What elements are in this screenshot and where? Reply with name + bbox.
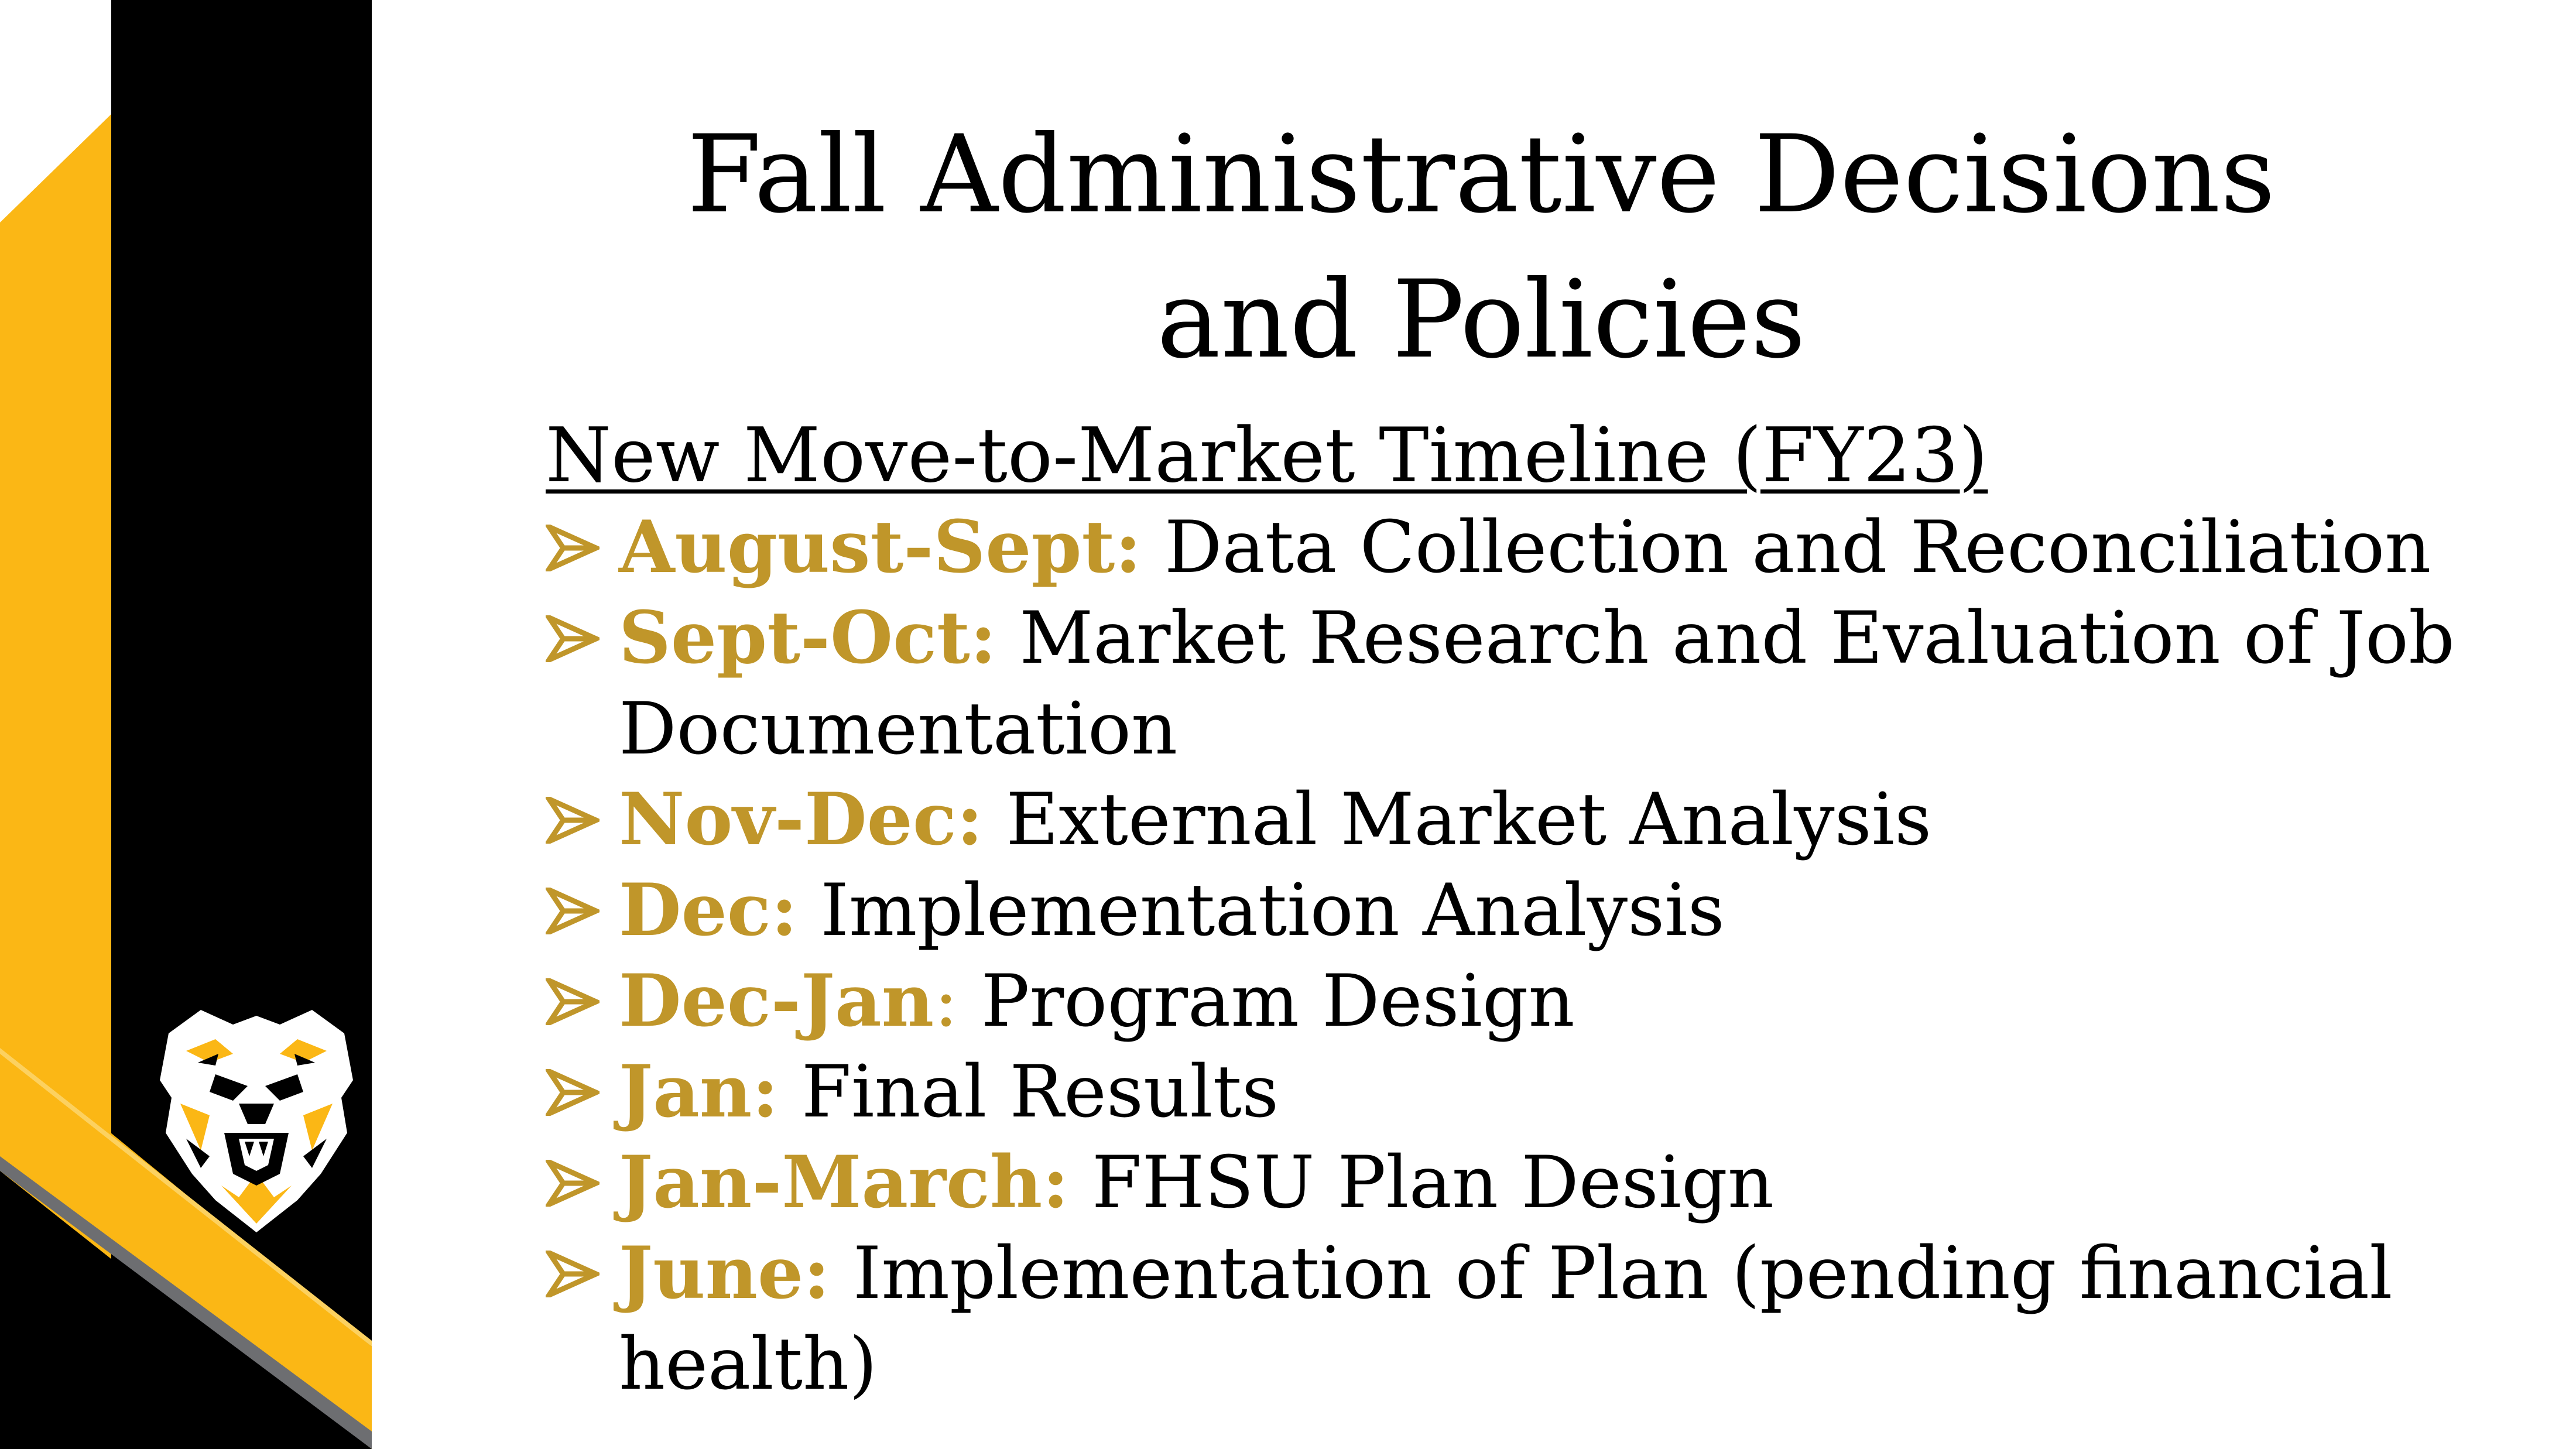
arrow-bullet-icon [546,1160,600,1207]
list-item [546,593,2560,775]
slide-title [550,102,2412,393]
arrow-bullet-icon [546,1069,600,1116]
timeline-description: External Market Analysis [1006,778,1932,862]
slide-title-line-1: Fall Administrative Decisions [687,112,2276,237]
arrow-bullet-icon [546,525,600,571]
timeline-period: June: [619,1231,830,1316]
arrow-bullet-icon [546,797,600,844]
timeline-description: Program Design [981,960,1575,1043]
timeline-description: Market Research and Evaluation of Job Documentation [619,597,2455,771]
list-item [546,775,2560,865]
tiger-head-logo-icon [145,998,368,1235]
timeline-description: FHSU Plan Design [1091,1141,1775,1225]
list-item [546,865,2560,956]
arrow-bullet-icon [546,615,600,662]
list-item [546,1228,2560,1410]
timeline-description: Implementation of Plan (pending financial health) [619,1232,2393,1406]
list-item [546,502,2560,593]
timeline-period: Dec: [619,868,798,953]
timeline-period: Jan: [619,1050,779,1134]
timeline-period-colon: : [934,960,958,1043]
timeline-period: August-Sept: [619,505,1142,590]
arrow-bullet-icon [546,1251,600,1297]
timeline-list [546,502,2560,1410]
timeline-description: Implementation Analysis [820,869,1725,953]
timeline-period: Jan-March: [619,1140,1069,1225]
arrow-bullet-icon [546,888,600,934]
timeline-period: Sept-Oct: [619,596,997,680]
slide-title-line-2: and Policies [1156,258,1806,382]
timeline-heading: New Move-to-Market Timeline (FY23) [546,412,1988,499]
arrow-bullet-icon [546,978,600,1025]
timeline-period: Dec-Jan [619,959,934,1043]
timeline-period: Nov-Dec: [619,777,984,862]
list-item [546,956,2560,1047]
list-item [546,1138,2560,1228]
timeline-description: Final Results [801,1050,1279,1134]
list-item [546,1047,2560,1138]
timeline-description: Data Collection and Reconciliation [1164,506,2431,590]
